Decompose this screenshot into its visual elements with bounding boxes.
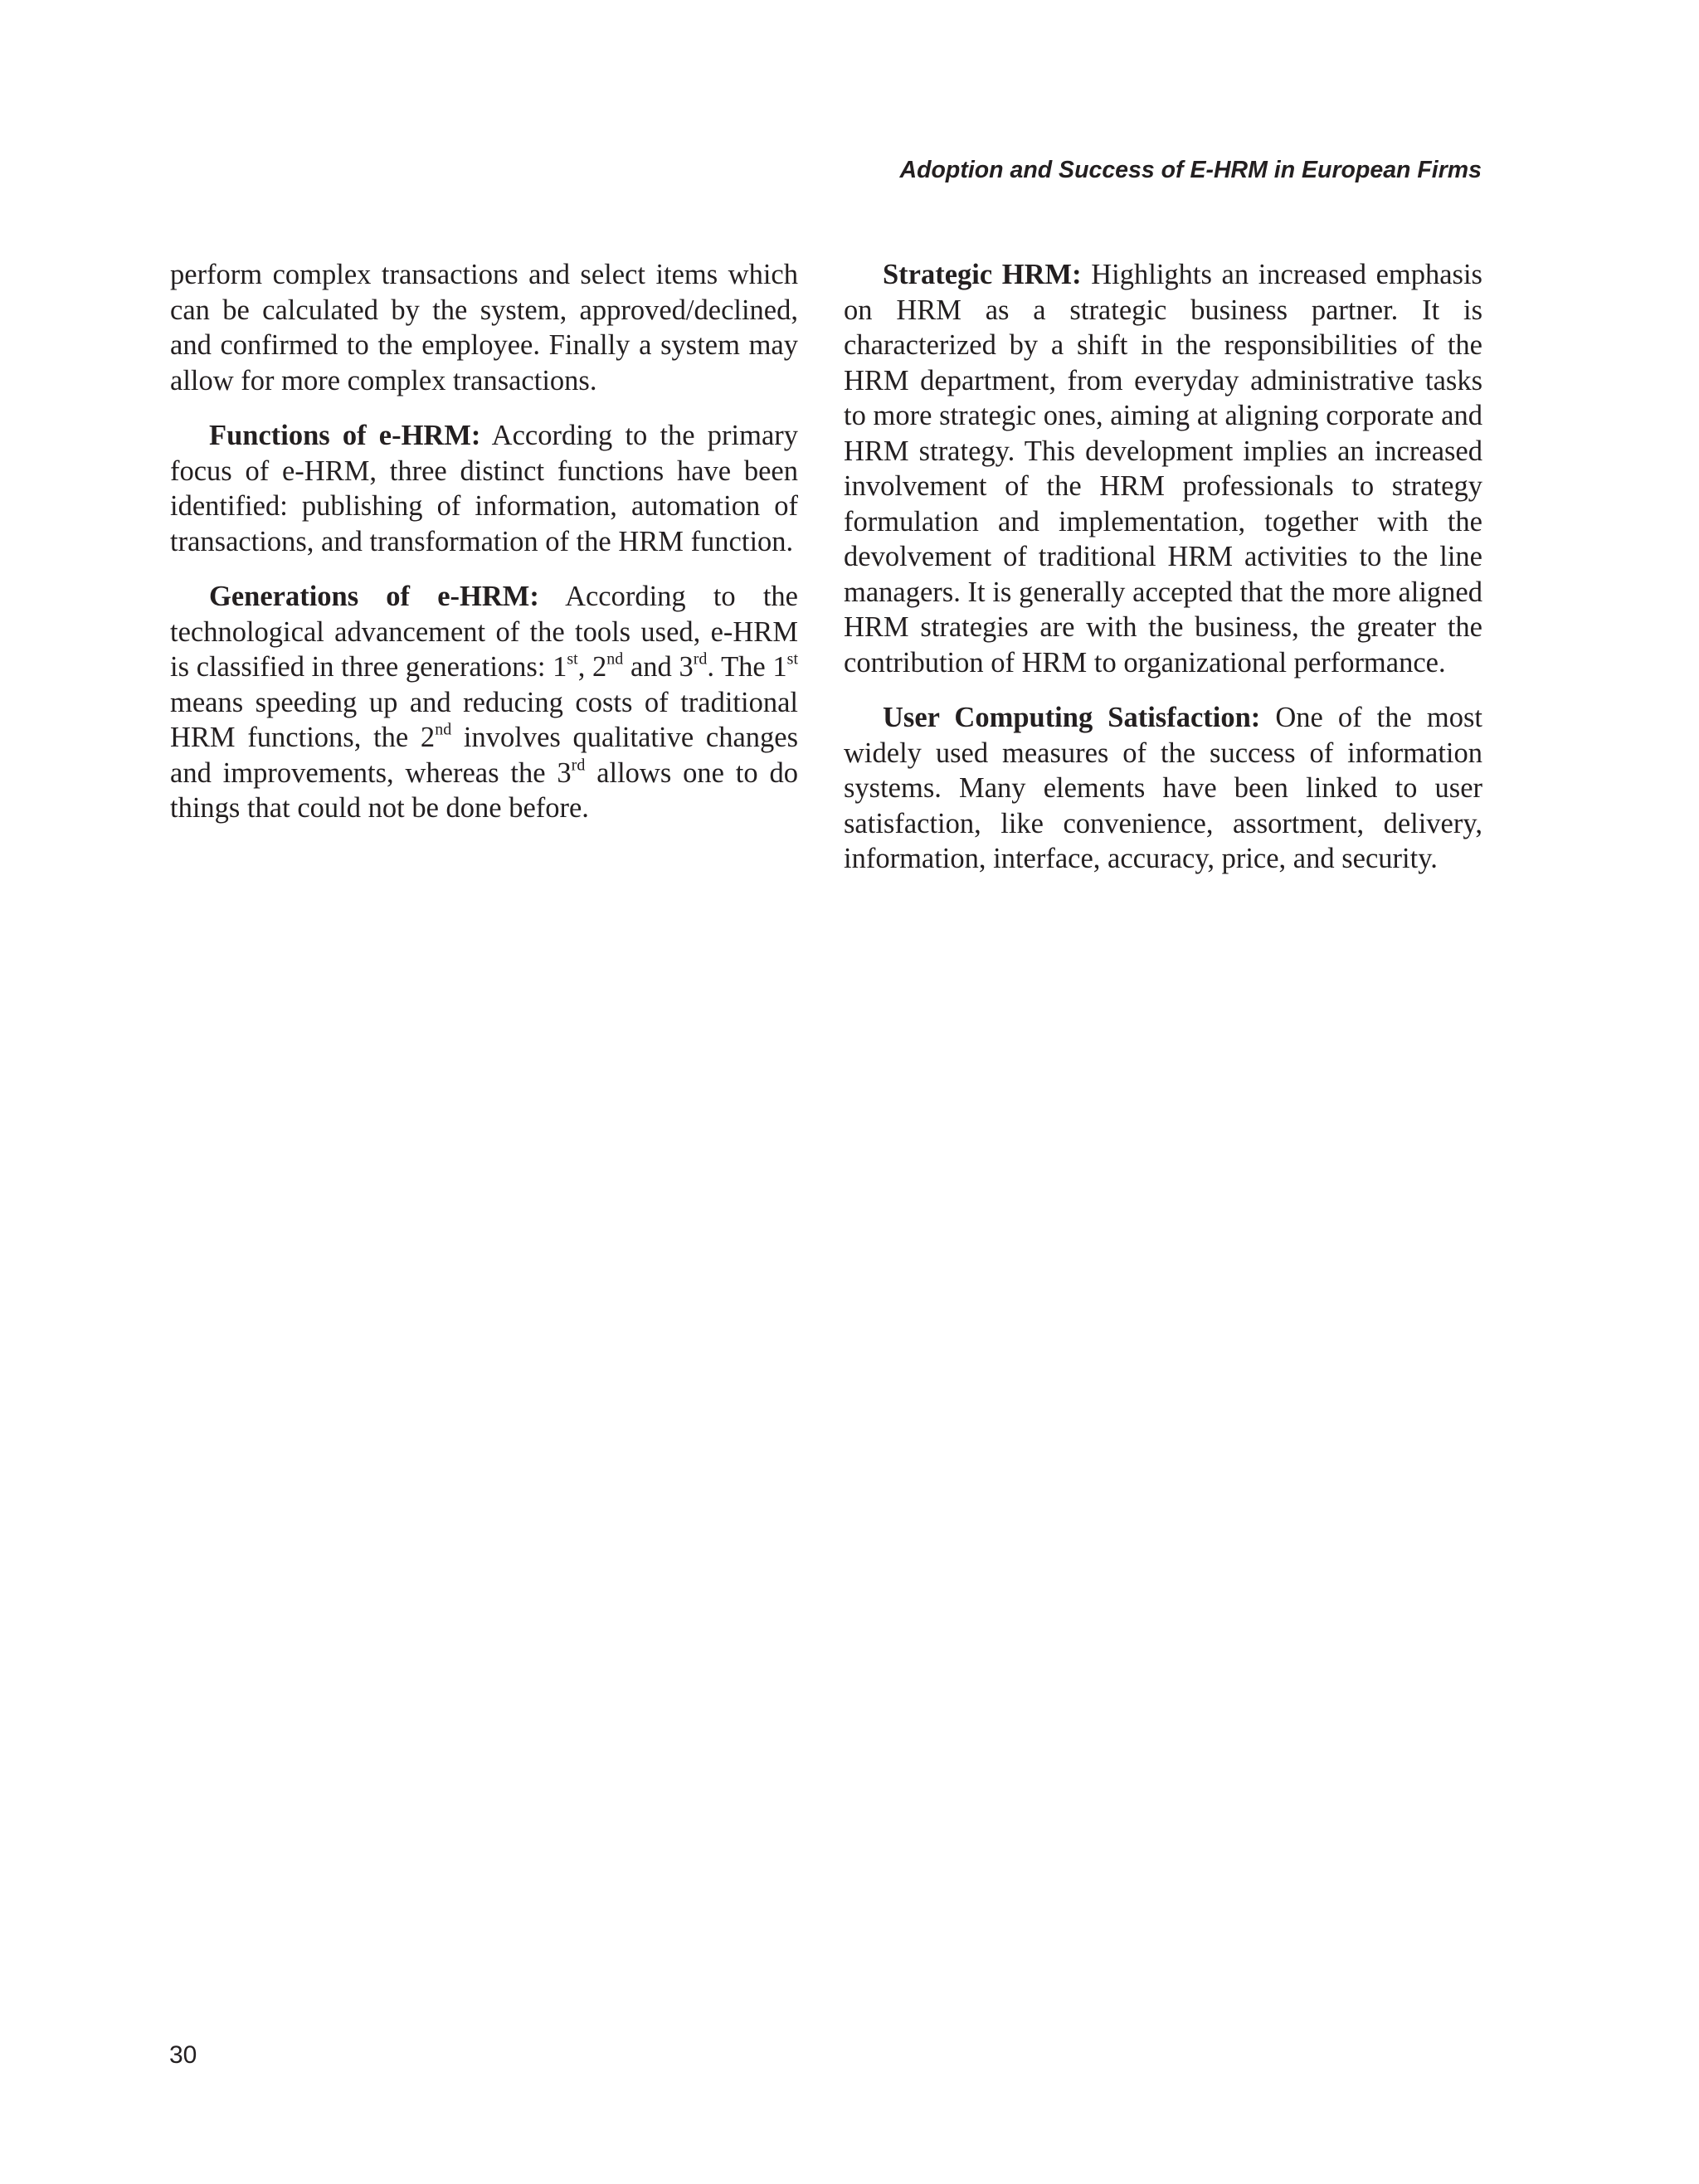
definition-text: allows one to do things that could not be done before. <box>170 756 798 824</box>
definition-functions-of-ehrm: According to the primary focus of e-HRM, three distinct functions have been identified: publishing of information, automation of transactions, and transformation of the HRM function. <box>170 420 798 557</box>
term-functions-of-ehrm: Functions of e-HRM: <box>209 420 481 451</box>
term-user-computing-satisfaction: User Computing Satisfaction: <box>883 702 1261 733</box>
definition-text: involves qualitative changes and improvements, whereas the 3 <box>170 722 798 789</box>
paragraph-functions-of-ehrm <box>170 418 798 559</box>
ordinal-suffix: nd <box>435 720 452 739</box>
definition-user-computing-satisfaction: One of the most widely used measures of the success of information systems. Many elements have been linked to user satisfaction, like convenience, assortment, delivery, information, interface, accuracy, price, and security. <box>844 702 1482 874</box>
paragraph-transactions: perform complex transactions and select items which can be calculated by the system, approved/declined, and confirmed to the employee. Finally a system may allow for more complex transactions. <box>170 259 798 396</box>
definition-text: . The 1 <box>707 651 787 683</box>
paragraph-user-computing-satisfaction <box>844 700 1482 877</box>
ordinal-suffix: rd <box>693 649 708 669</box>
ordinal-suffix: st <box>786 649 798 669</box>
ordinal-suffix: nd <box>606 649 624 669</box>
definition-strategic-hrm: Highlights an increased emphasis on HRM as a strategic business partner. It is characterized by a shift in the responsibilities of the HRM department, from everyday administrative tasks to more strategic ones, aiming at aligning corporate and HRM strategy. This development implies an increased involvement of the HRM professionals to strategy formulation and implementation, together with the devolvement of traditional HRM activities to the line managers. It is generally accepted that the more aligned HRM strategies are with the business, the greater the contribution of HRM to organizational performance. <box>844 259 1482 679</box>
paragraph-strategic-hrm <box>844 257 1482 680</box>
ordinal-suffix: st <box>567 649 578 669</box>
page-number: 30 <box>169 2041 197 2069</box>
paragraph-generations-of-ehrm <box>170 579 798 826</box>
definition-text: means speeding up and reducing costs of traditional HRM functions, the 2 <box>170 686 798 753</box>
definition-text: According to the technological advancement of the tools used, e-HRM is classified in three generations: 1 <box>170 581 798 683</box>
term-strategic-hrm: Strategic HRM: <box>883 259 1082 290</box>
right-column <box>844 257 1482 897</box>
definition-text: , 2 <box>577 651 607 683</box>
running-header-title: Adoption and Success of E-HRM in European Firms <box>899 157 1482 183</box>
definition-text: and 3 <box>623 651 694 683</box>
term-generations-of-ehrm: Generations of e-HRM: <box>209 581 539 612</box>
left-column <box>170 257 798 846</box>
ordinal-suffix: rd <box>571 756 586 775</box>
